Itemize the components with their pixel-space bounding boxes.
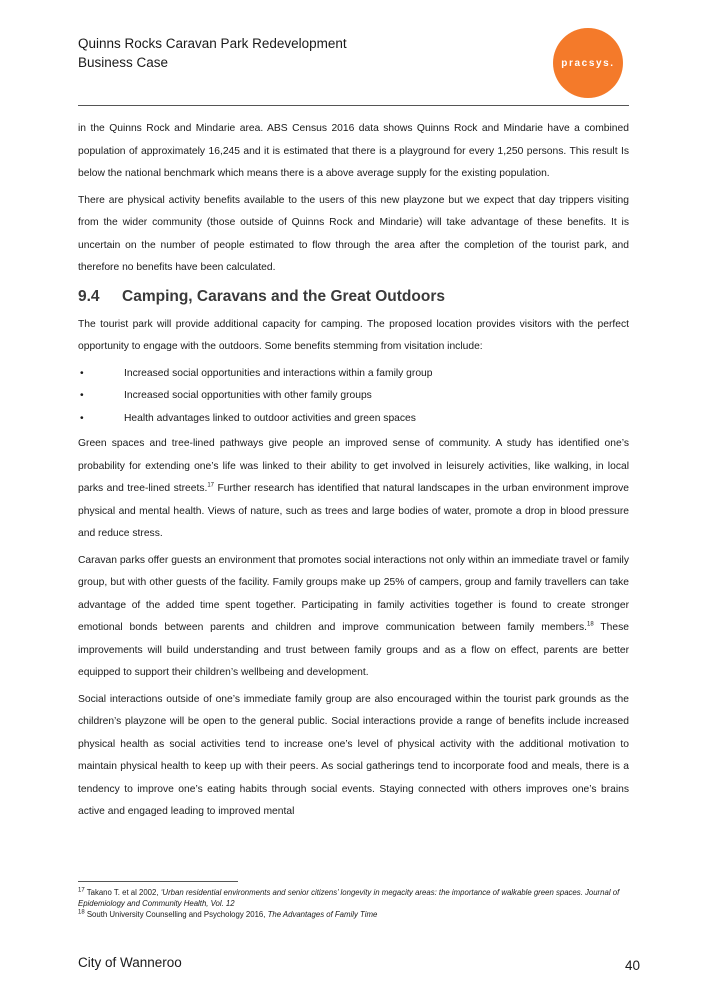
section-number: 9.4 [78, 287, 100, 305]
section-heading [78, 286, 629, 308]
page-body [78, 118, 629, 828]
footnote-ref-18[interactable]: 18 [587, 621, 594, 628]
paragraph-green-text-1: Green spaces and tree-lined pathways give people an improved sense of community. A study has identified one’s probability for extending one’s life was linked to their ability to get involved in leisurely activities, like walking, in local parks and tree-lined streets. [78, 438, 629, 494]
footnote-text: South University Counselling and Psychology 2016, [84, 910, 268, 919]
page-number: 40 [624, 958, 640, 973]
paragraph-caravan-text-2: These improvements will build understanding and trust between family groups and as a flow on effect, parents are better equipped to support their children’s wellbeing and development. [78, 622, 630, 678]
paragraph-caravan-text-1: Caravan parks offer guests an environment that promotes social interactions not only within an immediate travel or family group, but with other guests of the facility. Family groups make up 25% of campers, group and family travellers can take advantage of the added time spent together. Participating in family activities together is found to create stronger emotional bonds between parents and children and improve communication between family members. [78, 554, 629, 633]
bullet-icon: • [80, 367, 84, 379]
list-item-text: Health advantages linked to outdoor activities and green spaces [124, 412, 416, 424]
paragraph-green-spaces [78, 433, 629, 546]
pracsys-logo [553, 28, 623, 98]
logo-text: pracsys. [561, 57, 615, 69]
footnote-18 [78, 909, 629, 920]
list-item-text: Increased social opportunities with other family groups [124, 390, 372, 401]
paragraph-physical-activity: There are physical activity benefits available to the users of this new playzone but we expect that day trippers visiting from the wider community (those outside of Quinns Rock and Mindarie) will take advantage of these benefits. It is uncertain on the number of people estimated to flow through the area after the completion of the tourist park, and therefore no benefits have been calculated. [78, 194, 629, 273]
section-title: Camping, Caravans and the Great Outdoors [122, 287, 445, 305]
paragraph-section-intro: The tourist park will provide additional capacity for camping. The proposed location provides visitors with the perfect opportunity to engage with the outdoors. Some benefits stemming from visitation include: [78, 318, 629, 352]
footnote-title: The Advantages of Family Time [267, 910, 378, 919]
footnotes [78, 887, 629, 920]
footnote-ref-17[interactable]: 17 [207, 482, 215, 489]
bullet-icon: • [80, 412, 84, 424]
benefits-list [78, 363, 629, 431]
footnote-number: 18 [78, 909, 85, 916]
footer-organisation: City of Wanneroo [78, 955, 182, 970]
header-subtitle: Business Case [78, 55, 169, 70]
footnote-title: ‘Urban residential environments and senior citizens’ longevity in megacity areas: the importance of walkable green spaces. Journal of Epidemiology and Community Health, Vol. 12 [78, 888, 620, 908]
paragraph-caravan-parks [78, 550, 629, 685]
paragraph-green-text-2: Further research has identified that natural landscapes in the urban environment improve physical and mental health. Views of nature, such as trees and large bodies of water, promote a drop in blood pressure and reduce stress. [78, 483, 629, 539]
header-title: Quinns Rocks Caravan Park Redevelopment [78, 36, 347, 51]
list-item [78, 385, 629, 408]
footnote-number: 17 [78, 887, 85, 894]
paragraph-playground: in the Quinns Rock and Mindarie area. ABS Census 2016 data shows Quinns Rock and Mindarie have a combined population of approximately 16,245 and it is estimated that there is a playground for every 1,250 persons. This result Is below the national benchmark which means there is a above average supply for the existing population. [78, 123, 629, 179]
bullet-icon: • [80, 390, 84, 401]
list-item [78, 408, 629, 431]
footnote-text: Takano T. et al 2002, [84, 888, 161, 897]
footnote-17 [78, 887, 629, 909]
running-header [78, 34, 347, 72]
list-item-text: Increased social opportunities and interactions within a family group [124, 367, 433, 379]
footnote-divider [78, 881, 238, 882]
header-divider [78, 105, 629, 106]
paragraph-social-interactions: Social interactions outside of one’s immediate family group are also encouraged within the tourist park grounds as the children’s playzone will be open to the general public. Social interactions provide a range of benefits include increased physical health as social activities tend to increase one’s level of physical activity with the additional motivation to maintain physical health to keep up with their peers. As social gatherings tend to incorporate food and meals, there is a tendency to improve one’s eating habits through social events. Staying connected with others improves one’s brains active and engaged leading to improved mental [78, 693, 629, 817]
list-item [78, 363, 629, 386]
